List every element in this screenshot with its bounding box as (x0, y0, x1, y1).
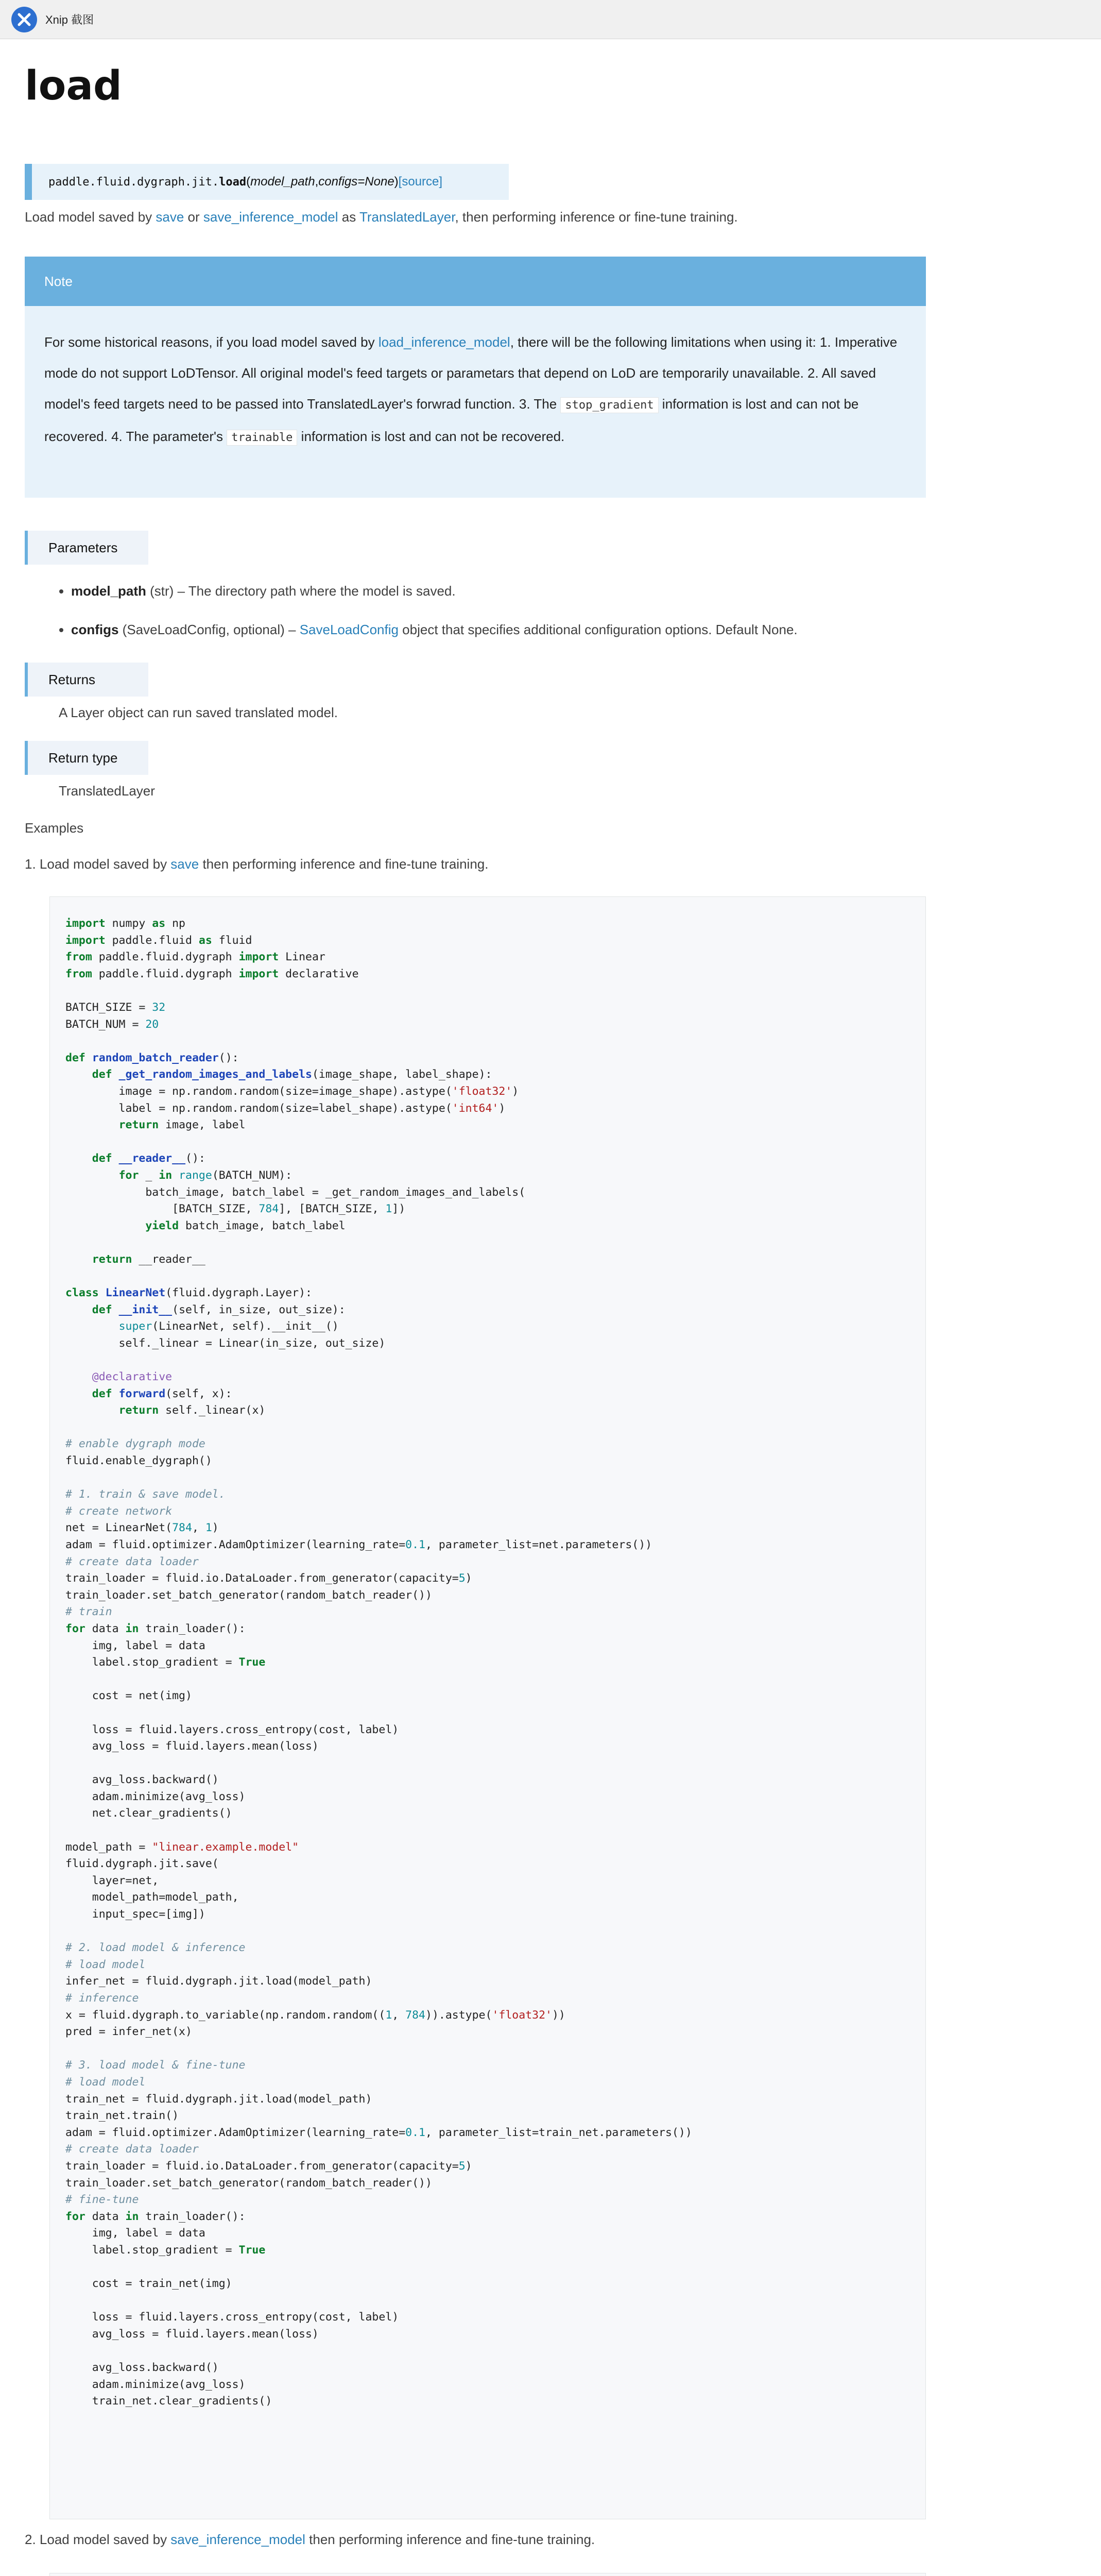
note-text: For some historical reasons, if you load model saved by (44, 334, 379, 350)
parameters-label: Parameters (25, 531, 148, 565)
code-line: fluid.enable_dygraph() (65, 1454, 212, 1467)
code-line: x = fluid.dygraph.to_variable(np.random.random((1, 784)).astype('float32')) (65, 2008, 565, 2022)
source-link[interactable]: [source] (398, 175, 443, 189)
code-line: label.stop_gradient = True (65, 2243, 266, 2257)
code-line: # train (65, 1605, 112, 1619)
code-line: # enable dygraph mode (65, 1437, 205, 1451)
returns-label: Returns (25, 663, 148, 697)
code-line: avg_loss = fluid.layers.mean(loss) (65, 2327, 319, 2341)
code-line: import paddle.fluid as fluid (65, 934, 252, 947)
code-line: from paddle.fluid.dygraph import declarative (65, 967, 359, 980)
code-line: @declarative (92, 1370, 173, 1384)
code-line: # fine-tune (65, 2193, 139, 2207)
returns-text: A Layer object can run saved translated model. (59, 705, 338, 720)
code-line: net = LinearNet(784, 1) (65, 1521, 219, 1535)
code-line: # create data loader (65, 1555, 199, 1568)
code-block-example-1[interactable] (49, 896, 926, 2519)
api-signature (25, 164, 509, 200)
xnip-logo-icon (11, 7, 37, 32)
window-titlebar (0, 0, 1101, 39)
save-inference-model-link[interactable]: save_inference_model (203, 209, 338, 225)
code-line: def forward(self, x): (92, 1387, 232, 1400)
code-line: from paddle.fluid.dygraph import Linear (65, 951, 325, 964)
param-name: model_path (71, 583, 146, 599)
code-line: train_net = fluid.dygraph.jit.load(model_path) (65, 2092, 372, 2106)
signature-comma: , (315, 175, 319, 189)
param-item (71, 622, 798, 638)
param-item (71, 583, 798, 599)
code-line: avg_loss.backward() (65, 2361, 219, 2375)
code-line: train_net.clear_gradients() (65, 2395, 272, 2408)
parameters-list (71, 583, 798, 660)
signature-arg-model-path: model_path (250, 175, 315, 189)
code-line: # inference (65, 1992, 139, 2005)
note-text: information is lost and can not be recovered. 4. The parameter's (44, 396, 859, 444)
code-line: for data in train_loader(): (65, 1622, 246, 1635)
param-desc: The directory path where the model is saved. (188, 583, 456, 599)
caption-text: 2. Load model saved by (25, 2532, 171, 2547)
code-line: train_loader = fluid.io.DataLoader.from_generator(capacity=5) (65, 1572, 472, 1585)
param-desc: object that specifies additional configuration options. Default None. (398, 622, 798, 637)
signature-open: ( (246, 175, 251, 189)
code-line: loss = fluid.layers.cross_entropy(cost, label) (65, 1723, 399, 1736)
code-line: pred = infer_net(x) (65, 2025, 192, 2039)
desc-text: Load model saved by (25, 209, 156, 225)
signature-path: paddle.fluid.dygraph.jit. (48, 175, 219, 189)
code-line: input_spec=[img]) (65, 1908, 205, 1921)
examples-label: Examples (25, 820, 84, 836)
code-line: return image, label (118, 1118, 246, 1132)
note-body (25, 306, 926, 453)
code-line: cost = train_net(img) (65, 2277, 232, 2291)
code-line: def random_batch_reader(): (65, 1051, 239, 1064)
code-line: class LinearNet(fluid.dygraph.Layer): (65, 1286, 312, 1300)
code-line: train_loader.set_batch_generator(random_batch_reader()) (65, 1588, 432, 1602)
code-line: [BATCH_SIZE, 784], [BATCH_SIZE, 1]) (65, 1202, 406, 1216)
desc-text: or (184, 209, 203, 225)
code-line: def _get_random_images_and_labels(image_shape, label_shape): (92, 1068, 492, 1081)
code-line: def __init__(self, in_size, out_size): (92, 1303, 346, 1316)
save-link[interactable]: save (156, 209, 184, 225)
code-line: infer_net = fluid.dygraph.jit.load(model_path) (65, 1975, 372, 1988)
code-listing (65, 916, 910, 2410)
code-block-example-2[interactable] (49, 2573, 926, 2576)
code-line: img, label = data (65, 1639, 205, 1652)
code-line: avg_loss.backward() (65, 1773, 219, 1787)
code-line: train_loader.set_batch_generator(random_batch_reader()) (65, 2176, 432, 2190)
code-line: BATCH_NUM = 20 (65, 1018, 159, 1031)
note-admonition (25, 257, 926, 498)
code-line: for _ in range(BATCH_NUM): (118, 1168, 293, 1182)
code-line: loss = fluid.layers.cross_entropy(cost, label) (65, 2311, 399, 2324)
code-line: adam = fluid.optimizer.AdamOptimizer(learning_rate=0.1, parameter_list=train_net.parameters()) (65, 2126, 692, 2139)
translated-layer-link[interactable]: TranslatedLayer (359, 209, 455, 225)
caption-text: then performing inference and fine-tune training. (305, 2532, 595, 2547)
code-line: adam.minimize(avg_loss) (65, 2378, 246, 2391)
code-line: adam.minimize(avg_loss) (65, 1790, 246, 1803)
code-line: # create network (65, 1504, 173, 1518)
note-text: , there will be the following limitations when using it: 1. Imperative mode do not support LoDTensor. All original model's feed targets or parametars that depend on LoD are temporarily unavailable. 2. All saved model's feed targets need to be passed into TranslatedLayer's forwrad function. 3. The (44, 334, 898, 412)
note-title: Note (25, 257, 926, 306)
code-line: image = np.random.random(size=image_shape).astype('float32') (65, 1084, 519, 1098)
signature-name: load (219, 175, 247, 189)
code-line: self._linear = Linear(in_size, out_size) (65, 1336, 386, 1350)
code-line: # 3. load model & fine-tune (65, 2059, 246, 2072)
code-line: model_path = "linear.example.model" (65, 1840, 299, 1854)
save-load-config-link[interactable]: SaveLoadConfig (299, 622, 399, 637)
code-line: cost = net(img) (65, 1689, 192, 1703)
code-line: model_path=model_path, (65, 1891, 239, 1904)
save-link[interactable]: save (170, 856, 199, 872)
desc-text: , then performing inference or fine-tune training. (455, 209, 738, 225)
example-2-caption (25, 2532, 595, 2548)
note-code-stop-gradient: stop_gradient (560, 397, 658, 413)
code-line: super(LinearNet, self).__init__() (118, 1320, 339, 1333)
code-line: label = np.random.random(size=label_shape).astype('int64') (65, 1101, 506, 1115)
desc-text: as (338, 209, 359, 225)
code-line: train_net.train() (65, 2109, 179, 2123)
param-name: configs (71, 622, 119, 637)
load-inference-model-link[interactable]: load_inference_model (378, 334, 510, 350)
page-title: load (25, 63, 122, 109)
code-line: # load model (65, 1958, 146, 1971)
code-line: return __reader__ (92, 1252, 205, 1266)
note-code-trainable: trainable (227, 430, 297, 446)
code-line: yield batch_image, batch_label (145, 1219, 346, 1232)
code-line: return self._linear(x) (118, 1404, 266, 1417)
example-1-caption (25, 856, 488, 872)
code-line: net.clear_gradients() (65, 1807, 232, 1820)
signature-arg-configs: configs=None (318, 175, 394, 189)
save-inference-model-link[interactable]: save_inference_model (170, 2532, 305, 2547)
code-line: # 2. load model & inference (65, 1941, 246, 1955)
code-line: layer=net, (65, 1874, 159, 1887)
return-type-text: TranslatedLayer (59, 783, 155, 799)
caption-text: then performing inference and fine-tune training. (199, 856, 489, 872)
caption-text: 1. Load model saved by (25, 856, 171, 872)
param-type: (str) – (146, 583, 188, 599)
code-line: train_loader = fluid.io.DataLoader.from_generator(capacity=5) (65, 2159, 472, 2173)
code-line: # load model (65, 2075, 146, 2089)
code-line: batch_image, batch_label = _get_random_images_and_labels( (65, 1185, 526, 1199)
code-line: fluid.dygraph.jit.save( (65, 1857, 219, 1871)
note-text: information is lost and can not be recovered. (297, 429, 565, 444)
code-line: # create data loader (65, 2143, 199, 2156)
code-line: img, label = data (65, 2227, 205, 2240)
code-line: def __reader__(): (92, 1152, 205, 1165)
code-line: adam = fluid.optimizer.AdamOptimizer(learning_rate=0.1, parameter_list=net.parameters()) (65, 1538, 652, 1551)
code-line: for data in train_loader(): (65, 2210, 246, 2223)
return-type-label: Return type (25, 741, 148, 775)
code-line: import numpy as np (65, 917, 186, 930)
param-type: (SaveLoadConfig, optional) – (118, 622, 300, 637)
code-line: # 1. train & save model. (65, 1488, 226, 1501)
code-line: label.stop_gradient = True (65, 1656, 266, 1669)
api-description (25, 209, 738, 225)
code-line: avg_loss = fluid.layers.mean(loss) (65, 1740, 319, 1753)
code-line: BATCH_SIZE = 32 (65, 1001, 166, 1014)
window-title: Xnip 截图 (45, 13, 94, 26)
signature-close: ) (394, 175, 399, 189)
